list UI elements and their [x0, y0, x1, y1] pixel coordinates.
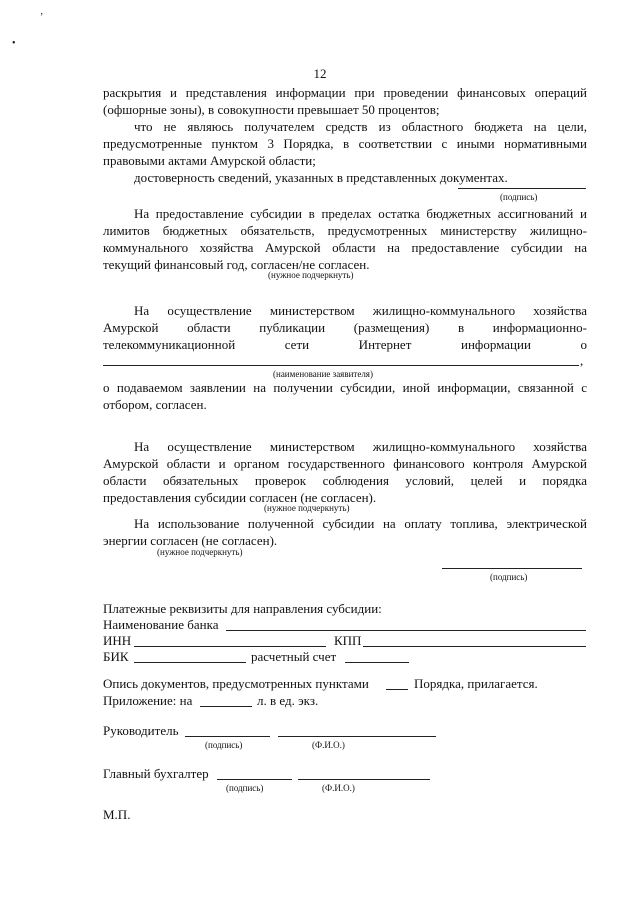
text-line: раскрытия и представления информации при проведении финансовых операций: [103, 85, 587, 100]
fio-caption: (Ф.И.О.): [322, 783, 355, 793]
inventory-tail: Порядка, прилагается.: [414, 676, 538, 691]
accountant-fio-line: [298, 779, 430, 780]
fio-caption: (Ф.И.О.): [312, 740, 345, 750]
payment-title: Платежные реквизиты для направления субсидии:: [103, 601, 382, 616]
account-label: расчетный счет: [251, 649, 337, 664]
choice-caption: (нужное подчеркнуть): [157, 547, 243, 557]
scan-mark: ’: [40, 12, 44, 23]
text-line: Амурской области публикации (размещения) в информационно-: [103, 320, 587, 335]
text-line: Амурской области и органом государственного финансового контроля Амурской: [103, 456, 587, 471]
stamp-label: М.П.: [103, 807, 131, 822]
scan-mark: •: [12, 38, 16, 49]
kpp-label: КПП: [334, 633, 362, 648]
applicant-caption: (наименование заявителя): [273, 369, 373, 379]
text-line: правовыми актами Амурской области;: [103, 153, 316, 168]
text-line: достоверность сведений, указанных в представленных документах.: [134, 170, 508, 185]
choice-caption: (нужное подчеркнуть): [268, 270, 354, 280]
bank-label: Наименование банка: [103, 617, 219, 632]
text-line: (офшорные зоны), в совокупности превышает 50 процентов;: [103, 102, 440, 117]
signature-line: [442, 568, 582, 569]
inventory-text: Опись документов, предусмотренных пунктами: [103, 676, 369, 691]
text-line: предусмотренные пунктом 3 Порядка, в соответствии с иными нормативными: [103, 136, 587, 151]
text-line: о подаваемом заявлении на получении субсидии, иной информации, связанной с: [103, 380, 587, 395]
bank-field-line: [226, 630, 586, 631]
head-fio-line: [278, 736, 436, 737]
text-line: энергии согласен (не согласен).: [103, 533, 278, 548]
head-label: Руководитель: [103, 723, 179, 738]
text-line: области обязательных проверок соблюдения условий, целей и порядка: [103, 473, 587, 488]
text-line: На использование полученной субсидии на оплату топлива, электрической: [134, 516, 587, 531]
inn-label: ИНН: [103, 633, 132, 648]
applicant-name-line: [103, 365, 579, 366]
text-line: лимитов бюджетных обязательств, предусмотренных министерству жилищно-: [103, 223, 587, 238]
inn-field-line: [134, 646, 326, 647]
text-line: На осуществление министерством жилищно-коммунального хозяйства: [134, 439, 587, 454]
text-line: отбором, согласен.: [103, 397, 207, 412]
sign-caption: (подпись): [226, 783, 264, 793]
text-line: текущий финансовый год, согласен/не согласен.: [103, 257, 370, 272]
text-line: телекоммуникационной сети Интернет информации о: [103, 337, 587, 352]
text-line: На предоставление субсидии в пределах остатка бюджетных ассигнований и: [134, 206, 587, 221]
attachment-tail: л. в ед. экз.: [257, 693, 319, 708]
head-signature-line: [185, 736, 270, 737]
bik-label: БИК: [103, 649, 129, 664]
text-line: предоставления субсидии согласен (не согласен).: [103, 490, 377, 505]
kpp-field-line: [363, 646, 586, 647]
sheets-field-line: [200, 706, 252, 707]
chief-accountant-label: Главный бухгалтер: [103, 766, 209, 781]
text-line: что не являюсь получателем средств из областного бюджета на цели,: [134, 119, 587, 134]
clauses-field-line: [386, 689, 408, 690]
account-field-line: [345, 662, 409, 663]
page-number: 12: [313, 66, 327, 81]
accountant-signature-line: [217, 779, 292, 780]
sign-caption: (подпись): [205, 740, 243, 750]
choice-caption: (нужное подчеркнуть): [264, 503, 350, 513]
bik-field-line: [134, 662, 246, 663]
signature-caption: (подпись): [500, 192, 538, 202]
text-line: На осуществление министерством жилищно-коммунального хозяйства: [134, 303, 587, 318]
signature-line: [458, 188, 586, 189]
comma: ,: [580, 353, 584, 368]
attachment-label: Приложение: на: [103, 693, 193, 708]
signature-caption: (подпись): [490, 572, 528, 582]
text-line: коммунального хозяйства Амурской области на предоставление субсидии на: [103, 240, 587, 255]
